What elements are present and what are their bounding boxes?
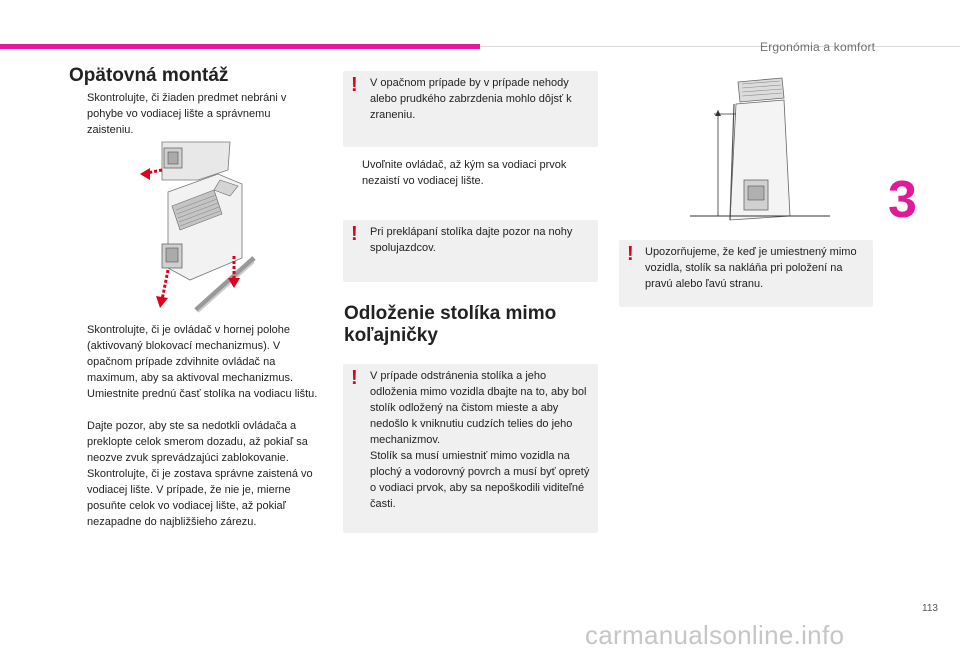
warning-box	[343, 364, 598, 533]
table-tilt-illustration	[690, 74, 830, 224]
list-item-text: Skontrolujte, či je ovládač v hornej polohe (aktivovaný blokovací mechanizmus). V opačnom prípade zdvihnite ovládač na maximum, aby sa aktivoval mechanizmus.	[87, 324, 294, 384]
warning-icon: !	[351, 367, 358, 389]
list-item	[69, 418, 323, 466]
list-item	[69, 386, 323, 402]
warning-icon: !	[351, 74, 358, 96]
warning-icon: !	[627, 243, 634, 265]
watermark: carmanualsonline.info	[585, 620, 845, 650]
list-item-text: Skontrolujte, či je zostava správne zaistená vo vodiacej lište. V prípade, že nie je, mierne posuňte celok vo vodiacej lište, až pokiaľ nezapadne do najbližšieho zárezu.	[87, 468, 313, 528]
table-mount-illustration	[138, 140, 256, 315]
list-item	[344, 157, 596, 189]
list-item-text: Uvoľnite ovládač, až kým sa vodiaci prvok nezaistí vo vodiacej lište.	[362, 159, 567, 187]
page-number: 113	[922, 603, 938, 614]
warning-icon: !	[351, 223, 358, 245]
header-rule	[480, 46, 960, 47]
list-item-text: Umiestnite prednú časť stolíka na vodiacu lištu.	[87, 388, 318, 400]
list-item	[69, 322, 323, 386]
list-item	[69, 90, 309, 138]
section-heading-reassembly: Opätovná montáž	[69, 65, 229, 86]
section-title: Ergonómia a komfort	[760, 40, 876, 54]
chapter-number: 3	[888, 171, 917, 229]
header-accent-bar	[0, 44, 480, 49]
list-item-text: Dajte pozor, aby ste sa nedotkli ovládača a preklopte celok smerom dozadu, až pokiaľ sa neozve zvuk sprevádzajúci zablokovanie.	[87, 420, 308, 464]
warning-box	[343, 220, 598, 282]
list-item	[69, 466, 323, 530]
warning-box	[343, 71, 598, 147]
section-heading-storage: Odloženie stolíka mimo koľajničky	[344, 303, 557, 346]
warning-text: V opačnom prípade by v prípade nehody alebo prudkého zabrzdenia mohlo dôjsť k zraneniu.	[370, 77, 572, 121]
warning-text: Upozorňujeme, že keď je umiestnený mimo vozidla, stolík sa nakláňa pri položení na pravú alebo ľavú stranu.	[645, 246, 857, 290]
warning-text: Stolík sa musí umiestniť mimo vozidla na plochý a vodorovný povrch a musí byť opretý o vodiaci prvok, aby sa nepoškodili viditeľné časti.	[370, 450, 590, 510]
warning-box	[619, 240, 873, 307]
warning-text: V prípade odstránenia stolíka a jeho odloženia mimo vozidla dbajte na to, aby bol stolík odložený na čistom mieste a aby nedošlo k vniknutiu cudzích telies do jeho mechanizmov.	[370, 370, 587, 446]
warning-text: Pri preklápaní stolíka dajte pozor na nohy spolujazdcov.	[370, 226, 573, 254]
list-item-text: Skontrolujte, či žiaden predmet nebráni v pohybe vo vodiacej lište a správnemu zaisteniu.	[87, 92, 287, 136]
